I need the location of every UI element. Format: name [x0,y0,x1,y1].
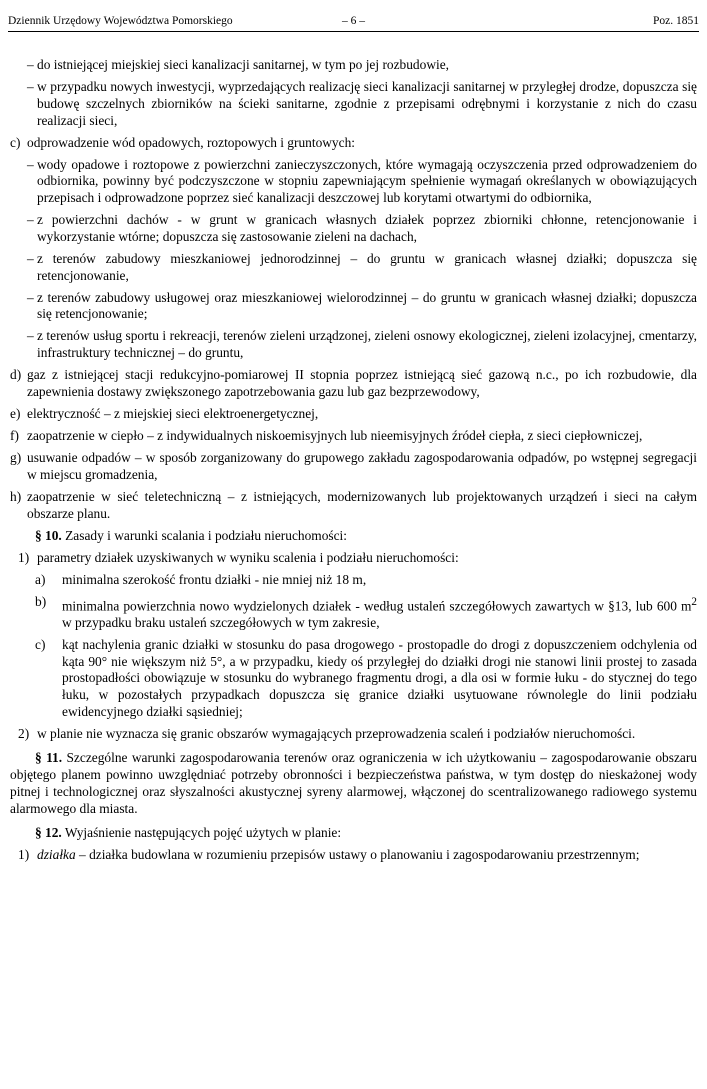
list-item: – z terenów zabudowy usługowej oraz mieszkaniowej wielorodzinnej – do gruntu w granicach własnej działki; dopuszcza się retencjonowanie; [27,289,697,322]
list-item: – do istniejącej miejskiej sieci kanalizacji sanitarnej, w tym po jej rozbudowie, [27,57,450,72]
section-number: § 12. [35,825,62,841]
list-item: – wody opadowe i roztopowe z powierzchni zanieczyszczonych, które wymagają oczyszczenia przed odprowadzeniem do odbiornika, powinny być podczyszczone w stopniu zapewniającym spełnienie wymagań określanych w obowiązujących przepisach i odprowadzone poprzez sieć kanalizacji deszczowej lub korytami otwartymi do odbiornika, [27,156,697,206]
section-12-heading: § 12. Wyjaśnienie następujących pojęć użytych w planie: [35,825,342,841]
list-item-g: g) usuwanie odpadów – w sposób zorganizowany do grupowego zakładu zagospodarowania odpadów, po wstępnej segregacji w miejscu gromadzenia, [10,450,697,482]
page-header [8,14,699,30]
section-number: § 11. [35,750,63,766]
numbered-item-1: 1) działka – działka budowlana w rozumieniu przepisów ustawy o planowaniu i zagospodarowaniu przestrzennym; [18,847,640,863]
list-item: – z powierzchni dachów - w grunt w granicach własnych działek poprzez zbiorniki chłonne, retencjonowanie i wykorzystanie wtórne; dopuszcza się zastosowanie zieleni na dachach, [27,212,697,244]
list-item-a: a) minimalna szerokość frontu działki - nie mniej niż 18 m, [35,571,367,587]
list-item: – w przypadku nowych inwestycji, wyprzedających realizację sieci kanalizacji sanitarnej w przyległej drodze, dopuszcza się budowę szczelnych zbiorników na ścieki sanitarne, zgodnie z przepisami odrębnymi i korzystanie z nich do czasu realizacji sieci, [27,78,697,128]
header-divider [8,31,699,32]
list-item: – z terenów usług sportu i rekreacji, terenów zieleni urządzonej, zieleni osnowy ekologicznej, zieleni izolacyjnej, cmentarzy, infrastruktury technicznej – do gruntu, [27,328,697,361]
list-item-d: d) gaz z istniejącej stacji redukcyjno-pomiarowej II stopnia poprzez istniejącą sieć gazową n.c., po ich rozbudowie, dla zapewnienia dostawy zwiększonego zapotrzebowania gazu lub gaz bezprzewodowy, [10,367,697,400]
list-item-h: h) zaopatrzenie w sieć teletechniczną – z istniejących, modernizowanych lub projektowanych urządzeń i sieci na całym obszarze planu. [10,488,697,521]
journal-title: Dziennik Urzędowy Województwa Pomorskiego [8,15,233,27]
defined-term: działka [37,847,76,863]
position-number: Poz. 1851 [653,15,699,27]
document-body [10,57,697,864]
section-number: § 10. [35,527,62,543]
list-item: – z terenów zabudowy mieszkaniowej jednorodzinnej – do gruntu w granicach własnej działki; dopuszcza się retencjonowanie, [27,250,697,283]
page-number: – 6 – [342,15,365,27]
section-10-heading: § 10. Zasady i warunki scalania i podziału nieruchomości: [35,527,347,543]
list-item-c: c) odprowadzenie wód opadowych, roztopowych i gruntowych: [10,134,355,150]
numbered-item-2: 2) w planie nie wyznacza się granic obszarów wymagających przeprowadzenia scaleń i podziałów nieruchomości. [18,725,636,741]
list-item-e: e) elektryczność – z miejskiej sieci elektroenergetycznej, [10,406,319,422]
list-item-c: c) kąt nachylenia granic działki w stosunku do pasa drogowego - prostopadle do drogi z dopuszczeniem odchylenia od kąta 90° nie większym niż 5°, a w przypadku, kiedy oś przyległej do działki drogi nie stanowi linii prostej to zasada prostopadłości obowiązuje w stosunku do wybranego fragmentu drogi, a dla osi w formie łuku - do stycznej do tego łuku, w pozostałych przypadkach dopuszcza się granice działki usytuowane równolegle do linii podziału ewidencyjnego działki sąsiedniej; [35,636,697,719]
section-11-paragraph: § 11. Szczególne warunki zagospodarowania terenów oraz ograniczenia w ich użytkowaniu – zagospodarowanie obszaru objętego planem powinno uwzględniać potrzeby obronności i bezpieczeństwa państwa, w tym dostęp do nieskażonej wody pitnej i technologicznej oraz słyszalności akustycznej syreny alarmowej, włączonej do scentralizowanego radiowego systemu alarmowego dla miasta. [10,750,698,816]
list-item-f: f) zaopatrzenie w ciepło – z indywidualnych niskoemisyjnych lub nieemisyjnych źródeł ciepła, z sieci ciepłowniczej, [10,428,643,444]
numbered-item-1: 1) parametry działek uzyskiwanych w wyniku scalenia i podziału nieruchomości: [18,549,459,565]
list-item-b: b) minimalna powierzchnia nowo wydzielonych działek - według ustaleń szczegółowych zawartych w §13, lub 600 $m^2$ w przypadku braku ustaleń szczegółowych w tym zakresie, [35,593,697,630]
